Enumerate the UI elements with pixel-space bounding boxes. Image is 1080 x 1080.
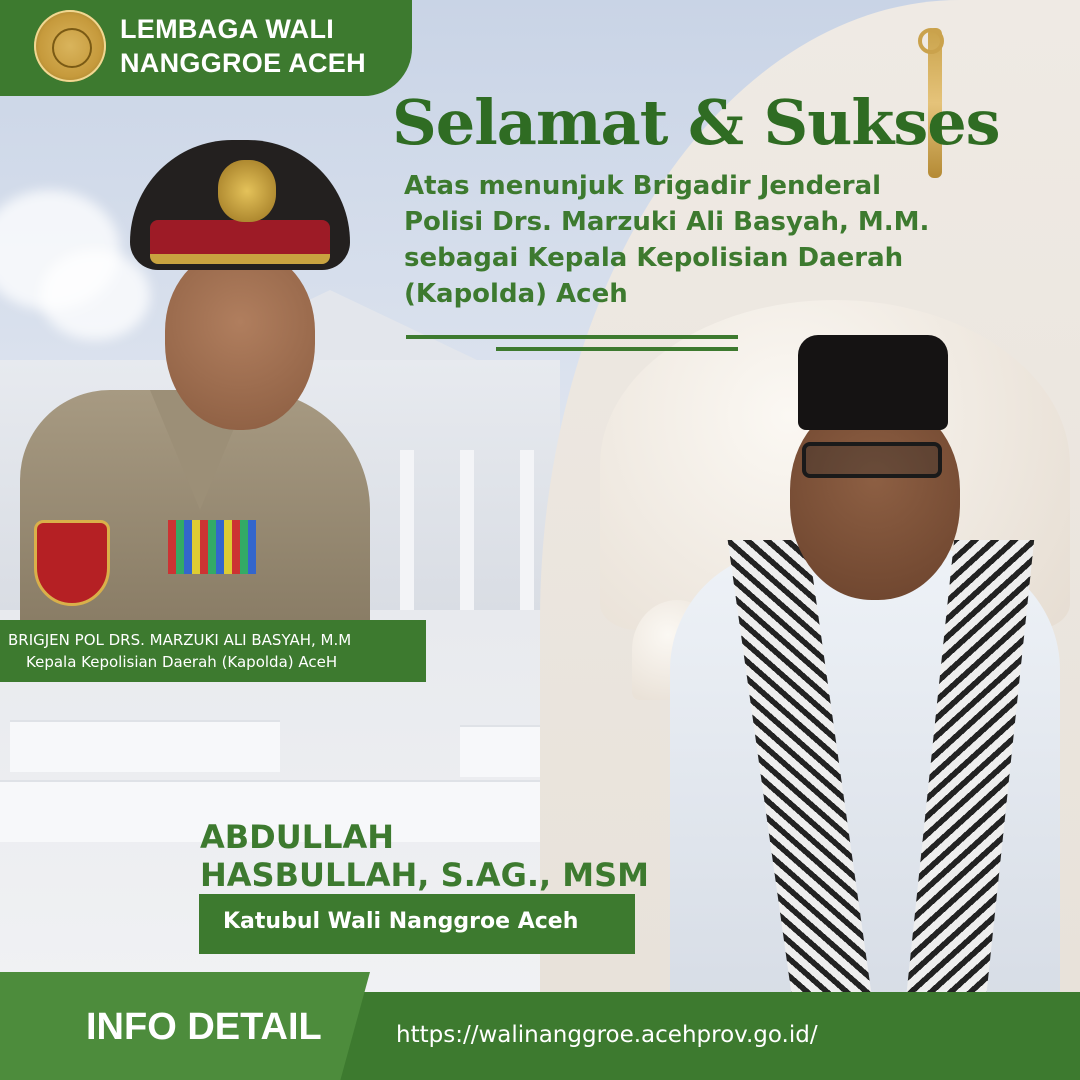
glasses-icon	[802, 442, 942, 478]
announcement-line4: (Kapolda) Aceh	[404, 279, 628, 309]
website-link[interactable]: https://walinanggroe.acehprov.go.id/	[396, 1022, 818, 1048]
header-banner	[0, 0, 412, 96]
name-line1: ABDULLAH	[200, 818, 395, 856]
announcement-line2: Polisi Drs. Marzuki Ali Basyah, M.M.	[404, 207, 930, 237]
info-detail-label: INFO DETAIL	[86, 1006, 322, 1048]
crescent-icon	[918, 28, 944, 54]
police-badge-icon	[218, 160, 276, 222]
officer-title: Kepala Kepolisian Daerah (Kapolda) AceH	[26, 653, 338, 671]
shoulder-patch-icon	[34, 520, 110, 606]
name-line2: HASBULLAH, S.AG., MSM	[200, 856, 650, 894]
org-title-line2: NANGGROE ACEH	[120, 48, 366, 78]
police-officer-photo	[0, 140, 420, 620]
announcement-text	[404, 168, 1014, 312]
person-name	[200, 818, 649, 894]
officer-name: BRIGJEN POL DRS. MARZUKI ALI BASYAH, M.M	[8, 631, 352, 649]
cap-band	[150, 220, 330, 264]
role-label: Katubul Wali Nanggroe Aceh	[223, 909, 579, 934]
step	[10, 720, 280, 772]
medal-ribbons	[168, 520, 256, 574]
face	[790, 400, 960, 600]
officer-caption	[0, 620, 426, 682]
peci-cap	[798, 335, 948, 430]
announcement-line1: Atas menunjuk Brigadir Jenderal	[404, 171, 882, 201]
column	[520, 450, 534, 610]
headline: Selamat & Sukses	[392, 86, 1000, 159]
organization-title	[120, 12, 366, 80]
org-title-line1: LEMBAGA WALI	[120, 14, 335, 44]
announcement-line3: sebagai Kepala Kepolisian Daerah	[404, 243, 904, 273]
katubul-photo	[660, 330, 1080, 1000]
seal-logo-icon	[34, 10, 106, 82]
face	[165, 250, 315, 430]
column	[460, 450, 474, 610]
role-badge	[199, 894, 635, 954]
